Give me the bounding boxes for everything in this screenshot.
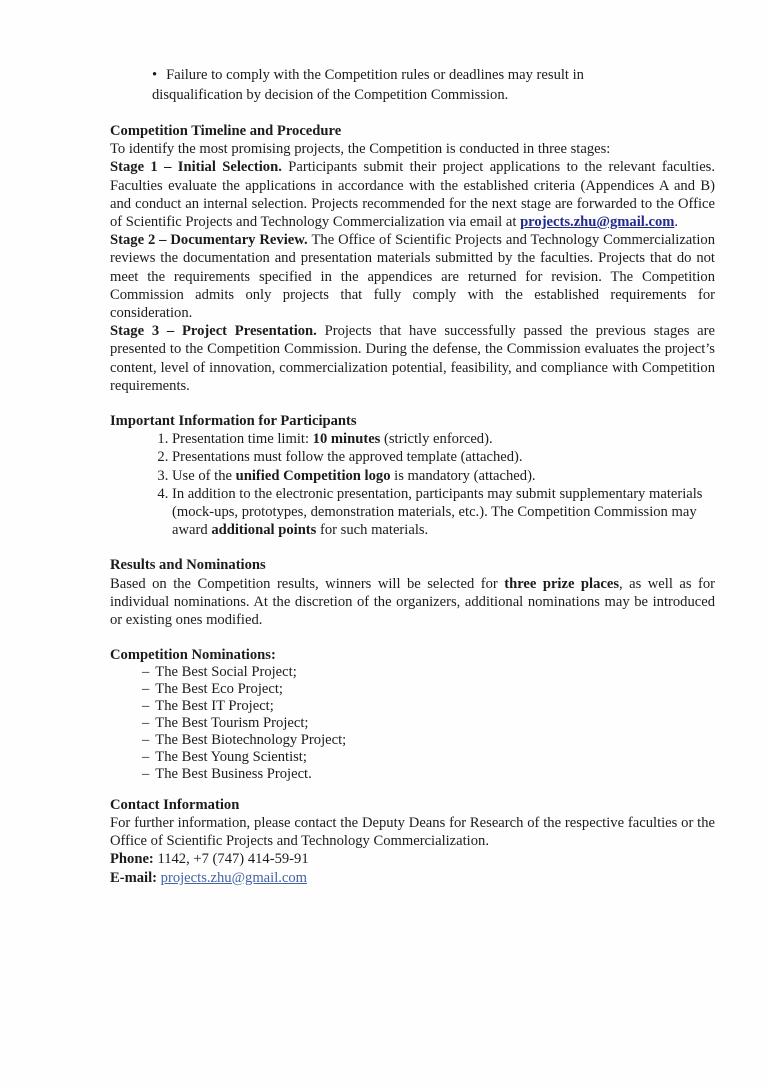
- dash-icon: –: [142, 732, 150, 749]
- text-segment: Participants submit their project applications to the relevant faculties. Faculties evaluate the applications in accordance with the established criteria (Appendices A and B) and conduct an internal selection. Projects recommended for the next stage are forwarded to the Office of Scientific Projects and Technology Commercialization via email at: [110, 159, 715, 231]
- list-item: [172, 485, 715, 540]
- dash-icon: –: [142, 681, 150, 698]
- nomination-text: The Best Biotechnology Project;: [155, 732, 347, 749]
- text-segment: Use of the: [172, 467, 236, 484]
- bullet-list-item: [152, 66, 715, 105]
- text-segment: Stage 1 – Initial Selection.: [110, 159, 289, 176]
- text-segment: Presentation time limit:: [172, 431, 313, 448]
- text-segment: Stage 2 – Documentary Review.: [110, 232, 312, 249]
- heading-contact: Contact Information: [110, 796, 240, 813]
- bullet-line-2: disqualification by decision of the Competition Commission.: [152, 86, 509, 103]
- contact-phone-line: [110, 850, 715, 868]
- text-segment: E-mail:: [110, 869, 161, 886]
- paragraph-results: [110, 575, 715, 630]
- list-item: [142, 749, 715, 766]
- text-segment: (strictly enforced).: [380, 431, 493, 448]
- email-link[interactable]: projects.zhu@gmail.com: [520, 214, 675, 231]
- bullet-line-1: [152, 66, 715, 86]
- heading-important-info: Important Information for Participants: [110, 413, 357, 430]
- text-segment: .: [674, 214, 679, 231]
- heading-timeline: Competition Timeline and Procedure: [110, 123, 342, 139]
- bullet-text: Failure to comply with the Competition rules or deadlines may result in: [166, 67, 584, 83]
- important-info-numbered-list: [110, 430, 715, 539]
- timeline-intro: To identify the most promising projects, the Competition is conducted in three stages:: [110, 141, 611, 158]
- text-segment: additional points: [211, 522, 317, 539]
- text-segment: 1142, +7 (747) 414-59-91: [157, 851, 309, 868]
- text-segment: Based on the Competition results, winners will be selected for: [110, 575, 505, 592]
- dash-icon: –: [142, 749, 150, 766]
- dash-icon: –: [142, 765, 150, 782]
- dash-icon: –: [142, 698, 150, 715]
- list-item: [172, 467, 715, 485]
- text-segment: unified Competition logo: [235, 467, 391, 484]
- nomination-text: The Best Young Scientist;: [155, 749, 307, 766]
- list-item: [142, 681, 715, 698]
- paragraph-stage-1: [110, 158, 715, 231]
- text-segment: is mandatory (attached).: [390, 467, 536, 484]
- list-item: [172, 448, 715, 466]
- text-segment: Phone:: [110, 851, 158, 868]
- list-item: [142, 664, 715, 681]
- list-item: [142, 715, 715, 732]
- text-segment: for such materials.: [316, 522, 429, 539]
- text-segment: In addition to the electronic presentation, participants may submit supplementary materials (mock-ups, prototypes, demonstration materials, etc.). The Competition Commission may award: [172, 485, 703, 539]
- heading-nominations: Competition Nominations:: [110, 647, 276, 664]
- nomination-text: The Best Tourism Project;: [155, 715, 309, 732]
- paragraph-stage-3: [110, 322, 715, 395]
- email-link[interactable]: projects.zhu@gmail.com: [160, 869, 308, 886]
- dash-icon: –: [142, 664, 150, 681]
- text-segment: Projects that have successfully passed the previous stages are presented to the Competition Commission. During the defense, the Commission evaluates the project’s content, level of innovation, commercialization potential, feasibility, and compliance with Competition requirements.: [110, 323, 715, 394]
- list-item: [172, 430, 715, 448]
- list-item: [142, 698, 715, 715]
- text-segment: , as well as for individual nominations. At the discretion of the organizers, additional nominations may be introduced or existing ones modified.: [110, 575, 716, 629]
- dash-icon: –: [142, 715, 150, 732]
- bullet-icon: •: [152, 67, 158, 83]
- list-item: [142, 766, 715, 783]
- nomination-text: The Best Social Project;: [155, 664, 297, 681]
- nomination-text: The Best IT Project;: [155, 698, 274, 715]
- contact-email-line: [110, 869, 715, 887]
- nominations-dash-list: [142, 664, 715, 782]
- list-item: [142, 732, 715, 749]
- nomination-text: The Best Eco Project;: [155, 681, 283, 698]
- paragraph-contact: For further information, please contact the Deputy Deans for Research of the respective faculties or the Office of Scientific Projects and Technology Commercialization.: [110, 815, 715, 850]
- text-segment: Presentations must follow the approved template (attached).: [172, 449, 523, 466]
- nomination-text: The Best Business Project.: [155, 765, 312, 782]
- text-segment: 10 minutes: [312, 431, 381, 448]
- paragraph-stage-2: [110, 231, 715, 322]
- heading-results: Results and Nominations: [110, 557, 266, 574]
- text-segment: three prize places: [504, 575, 620, 592]
- text-segment: The Office of Scientific Projects and Technology Commercialization reviews the documentation and presentation materials submitted by the faculties. Projects that do not meet the requirements specified in the appendices are returned for revision. The Competition Commission admits only projects that fully comply with the established requirements for consideration.: [110, 232, 715, 322]
- text-segment: Stage 3 – Project Presentation.: [110, 323, 325, 340]
